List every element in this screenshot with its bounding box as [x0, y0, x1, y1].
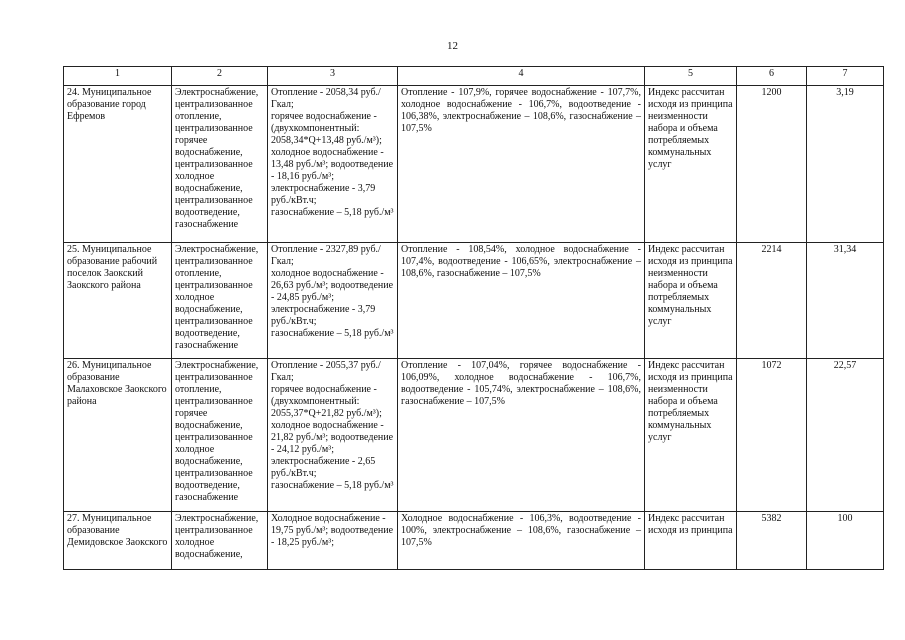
- table-row: [64, 512, 884, 570]
- page-number: 12: [447, 40, 458, 52]
- indices-cell: Холодное водоснабжение - 106,3%, водоотведение - 100%, электроснабжение – 108,6%, газоснабжение – 107,5%: [398, 512, 645, 570]
- column-header: 4: [398, 67, 645, 86]
- tariffs-cell: Отопление - 2327,89 руб./Гкал; холодное водоснабжение - 26,63 руб./м³; водоотведение - 24,85 руб./м³; электроснабжение - 3,79 руб./кВт.ч; газоснабжение – 5,18 руб./м³: [268, 243, 398, 359]
- share-cell: 22,57: [807, 359, 884, 512]
- column-header: 1: [64, 67, 172, 86]
- note-cell: Индекс рассчитан исходя из принципа: [645, 512, 737, 570]
- column-header: 3: [268, 67, 398, 86]
- share-cell: 100: [807, 512, 884, 570]
- population-cell: 1072: [737, 359, 807, 512]
- population-cell: 2214: [737, 243, 807, 359]
- note-cell: Индекс рассчитан исходя из принципа неизменности набора и объема потребляемых коммунальных услуг: [645, 359, 737, 512]
- share-cell: 31,34: [807, 243, 884, 359]
- header-row: [64, 67, 884, 86]
- entity-cell: 26. Муниципальное образование Малаховское Заокского района: [64, 359, 172, 512]
- population-cell: 5382: [737, 512, 807, 570]
- table-row: [64, 359, 884, 512]
- tariffs-cell: Отопление - 2055,37 руб./Гкал; горячее водоснабжение - (двухкомпонентный: 2055,37*Q+21,82 руб./м³); холодное водоснабжение - 21,82 руб./м³; водоотведение - 24,12 руб./м³; электроснабжение - 2,65 руб./кВт.ч; газоснабжение – 5,18 руб./м³: [268, 359, 398, 512]
- tariffs-cell: Отопление - 2058,34 руб./Гкал; горячее водоснабжение - (двухкомпонентный: 2058,34*Q+13,48 руб./м³); холодное водоснабжение - 13,48 руб./м³; водоотведение - 18,16 руб./м³; электроснабжение - 3,79 руб./кВт.ч; газоснабжение – 5,18 руб./м³: [268, 86, 398, 243]
- column-header: 6: [737, 67, 807, 86]
- table-row: [64, 243, 884, 359]
- note-cell: Индекс рассчитан исходя из принципа неизменности набора и объема потребляемых коммунальных услуг: [645, 86, 737, 243]
- indices-cell: Отопление - 108,54%, холодное водоснабжение - 107,4%, водоотведение - 106,65%, электроснабжение – 108,6%, газоснабжение – 107,5%: [398, 243, 645, 359]
- services-cell: Электроснабжение, централизованное отопление, централизованное холодное водоснабжение, централизованное водоотведение, газоснабжение: [172, 243, 268, 359]
- entity-cell: 25. Муниципальное образование рабочий поселок Заокский Заокского района: [64, 243, 172, 359]
- column-header: 5: [645, 67, 737, 86]
- column-header: 2: [172, 67, 268, 86]
- table-row: [64, 86, 884, 243]
- indices-cell: Отопление - 107,04%, горячее водоснабжение - 106,09%, холодное водоснабжение - 106,7%, водоотведение - 105,74%, электроснабжение – 108,6%, газоснабжение – 107,5%: [398, 359, 645, 512]
- tariffs-cell: Холодное водоснабжение - 19,75 руб./м³; водоотведение - 18,25 руб./м³;: [268, 512, 398, 570]
- services-cell: Электроснабжение, централизованное холодное водоснабжение,: [172, 512, 268, 570]
- entity-cell: 24. Муниципальное образование город Ефремов: [64, 86, 172, 243]
- services-cell: Электроснабжение, централизованное отопление, централизованное горячее водоснабжение, централизованное холодное водоснабжение, централизованное водоотведение, газоснабжение: [172, 359, 268, 512]
- note-cell: Индекс рассчитан исходя из принципа неизменности набора и объема потребляемых коммунальных услуг: [645, 243, 737, 359]
- column-header: 7: [807, 67, 884, 86]
- tariff-table: [63, 66, 884, 570]
- share-cell: 3,19: [807, 86, 884, 243]
- entity-cell: 27. Муниципальное образование Демидовское Заокского: [64, 512, 172, 570]
- indices-cell: Отопление - 107,9%, горячее водоснабжение - 107,7%, холодное водоснабжение - 106,7%, водоотведение - 106,38%, электроснабжение – 108,6%, газоснабжение – 107,5%: [398, 86, 645, 243]
- population-cell: 1200: [737, 86, 807, 243]
- services-cell: Электроснабжение, централизованное отопление, централизованное горячее водоснабжение, централизованное холодное водоснабжение, централизованное водоотведение, газоснабжение: [172, 86, 268, 243]
